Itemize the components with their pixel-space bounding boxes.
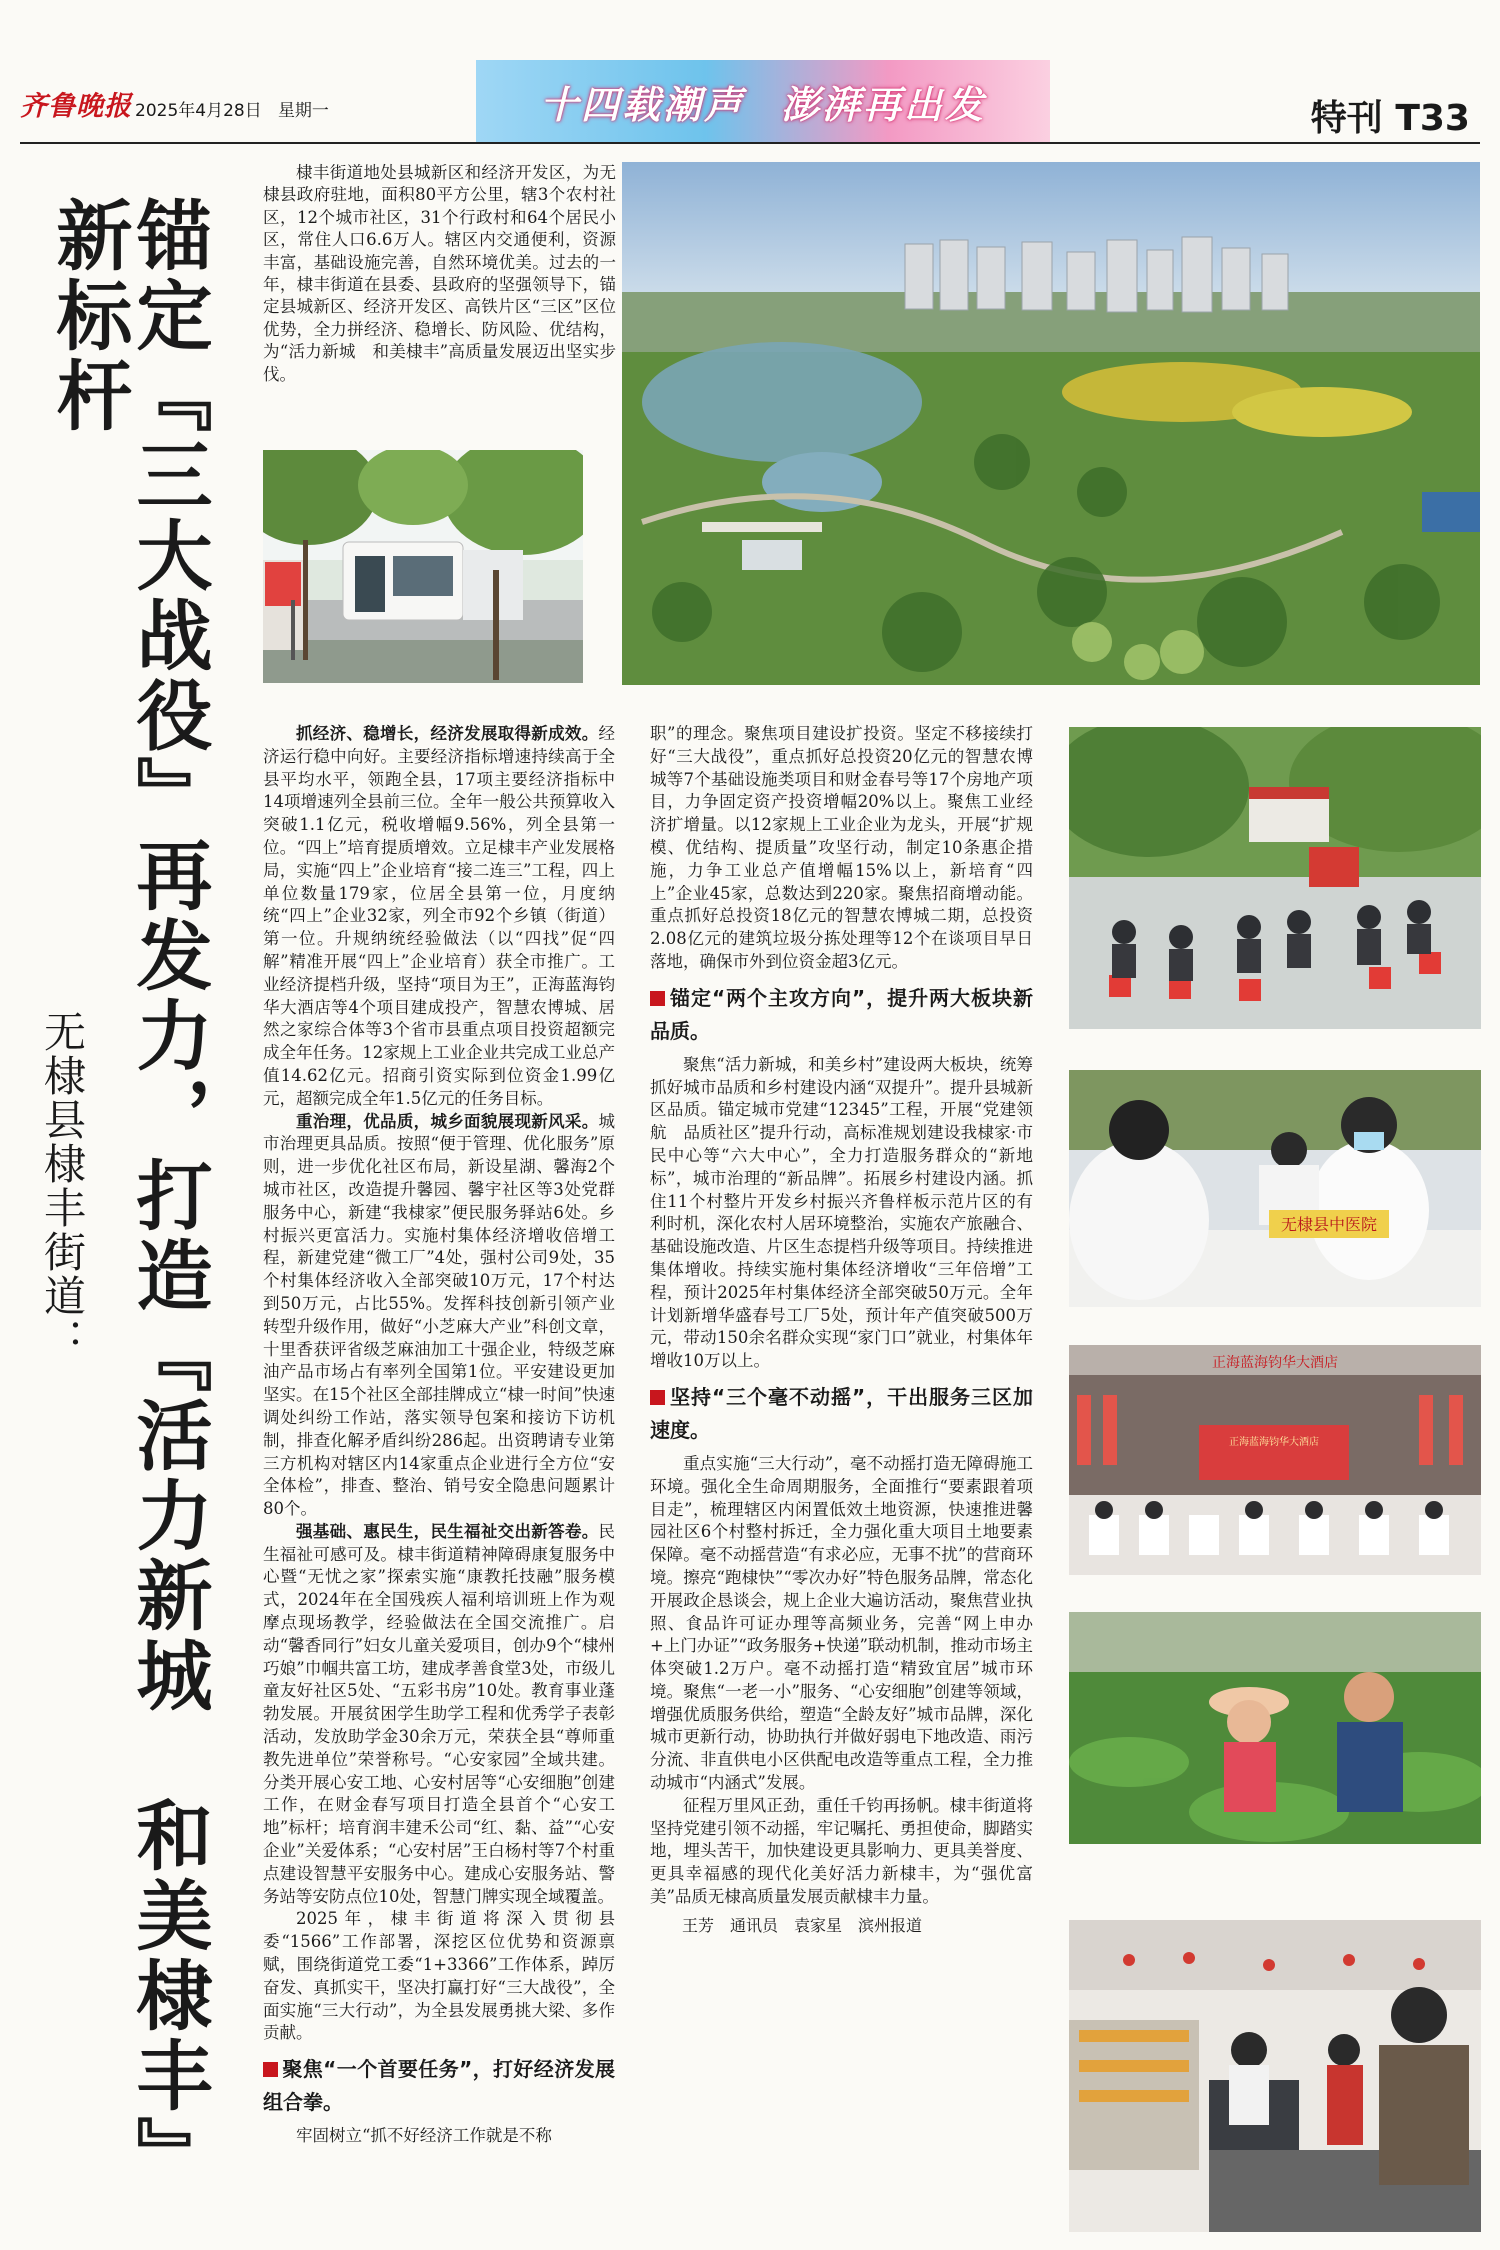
- paragraph-sec1-cont: 职”的理念。聚焦项目建设扩投资。坚定不移接续打好“三大战役”，重点抓好总投资20亿元的智慧农博城等7个基础设施类项目和财金春号等17个房地产项目，力争固定资产投资增幅20%以上。聚焦工业经济扩增量。以12家规上工业企业为龙头，开展“扩规模、优结构、提质量”攻坚行动，制定10条惠企措施，力争工业总产值增幅15%以上，新培育“四上”企业45家，总数达到220家。聚焦招商增动能。重点抓好总投资18亿元的智慧农博城二期，总投资2.08亿元的建筑垃圾分拣处理等12个在谈项目早日落地，确保市外到位资金超3亿元。: [650, 724, 1033, 971]
- page-label: 特刊 T33: [1310, 98, 1470, 139]
- meeting-photo: [1069, 727, 1481, 1029]
- article-column-2: [650, 723, 1033, 1938]
- text-governance: 城市治理更具品质。按照“便于管理、优化服务”原则，进一步优化社区布局，新设星湖、馨海2个城市社区，改造提升馨园、馨宇社区等3处党群服务中心，新建“我棣家”便民服务驿站6处。乡村振兴更富活力。实施村集体经济增收倍增工程，新建党建“微工厂”4处，强村公司9处，35个村集体经济收入全部突破10万元，17个村达到50万元，占比55%。发挥科技创新引领产业转型升级作用，做好“小芝麻大产业”科创文章，十里香获评省级芝麻油加工十强企业，特级芝麻油产品市场占有率列全国第1位。平安建设更加坚实。在15个社区全部挂牌成立“棣一时间”快速调处纠纷工作站，落实领导包案和接访下访机制，排查化解矛盾纠纷286起。出资聘请专业第三方机构对辖区内14家重点企业进行全方位“安全体检”，排查、整治、销号安全隐患问题累计80个。: [263, 1111, 615, 1519]
- aerial-park-photo: [622, 162, 1480, 685]
- supermarket-photo: [1069, 1920, 1481, 2232]
- paragraph-sec2: 聚焦“活力新城，和美乡村”建设两大板块，统筹抓好城市品质和乡村建设内涵“双提升”。提升县城新区品质。锚定城市党建“12345”工程，开展“党建领航 品质社区”提升行动，高标准规划建设我棣家·市民中心等“六大中心”，全力打造服务群众的“新地标”，城市治理的“新品牌”。拓展乡村建设内涵。抓住11个村整片开发乡村振兴齐鲁样板示范片区的有利时机，深化农村人居环境整治，实施农产旅融合、基础设施改造、片区生态提档升级等项目。持续推进集体增收。持续实施村集体经济增收“三年倍增”工程，预计2025年村集体经济全部突破50万元。全年计划新增华盛春号工厂5处，预计年产值突破500万元，带动150余名群众实现“家门口”就业，村集体年增收10万以上。: [650, 1054, 1033, 1371]
- service-station-photo: [263, 450, 583, 683]
- lead-livelihood: 强基础、惠民生，民生福祉交出新答卷。: [296, 1521, 599, 1541]
- text-livelihood: 民生福祉可感可及。棣丰街道精神障碍康复服务中心暨“无忧之家”探索实施“康教托技融”服务模式，2024年在全国残疾人福利培训班上作为观摩点现场教学，经验做法在全国交流推广。启动“馨香同行”妇女儿童关爱项目，创办9个“棣州巧娘”巾帼共富工坊，建成孝善食堂3处，市级儿童友好社区5处、“五彩书房”10处。教育事业蓬勃发展。开展贫困学生助学工程和优秀学子表彰活动，发放助学金30余万元，荣获全县“尊师重教先进单位”荣誉称号。“心安家园”全域共建。分类开展心安工地、心安村居等“心安细胞”创建工作，在财金春写项目打造全县首个“心安工地”标杆；培育润丰建禾公司“红、黏、益”“心安企业”关爱体系；“心安村居”王白杨村等7个村重点建设智慧平安服务中心。建成心安服务站、警务站等安防点位10处，智慧门牌实现全域覆盖。: [263, 1521, 615, 1906]
- banner-right-text: 澎湃再出发: [781, 81, 987, 127]
- intro-paragraph: 棣丰街道地处县城新区和经济开发区，为无棣县政府驻地，面积80平方公里，辖3个农村社区，12个城市社区，31个行政村和64个居民小区，常住人口6.6万人。辖区内交通便利，资源丰富，基础设施完善，自然环境优美。过去的一年，棣丰街道在县委、县政府的坚强领导下，锚定县城新区、经济开发区、高铁片区“三区”区位优势，全力拼经济、稳增长、防风险、优结构，为“活力新城 和美棣丰”高质量发展迈出坚实步伐。: [263, 163, 616, 384]
- paragraph-sec3: 重点实施“三大行动”，毫不动摇打造无障碍施工环境。强化全生命周期服务，全面推行“要素跟着项目走”，梳理辖区内闲置低效土地资源，快速推进馨园社区6个村整村拆迁，全力强化重大项目土地要素保障。毫不动摇营造“有求必应，无事不扰”的营商环境。擦亮“跑棣快”“零次办好”特色服务品牌，常态化开展政企恳谈会，规上企业大遍访活动，聚焦营业执照、食品许可证办理等高频业务，完善“网上申办+上门办证”“政务服务+快递”联动机制，推动市场主体突破1.2万户。毫不动摇打造“精致宜居”城市环境。聚焦“一老一小”服务、“心安细胞”创建等领域，增强优质服务供给，塑造“全龄友好”城市品牌，深化城市更新行动，协助执行并做好弱电下地改造、雨污分流、非直供电小区供配电改造等重点工程，全力推动城市“内涵式”发展。: [650, 1453, 1033, 1793]
- svg-text:无棣县中医院: 无棣县中医院: [1280, 1215, 1378, 1234]
- weekday-text: 星期一: [277, 101, 329, 121]
- byline: 王芳 通讯员 袁家星 滨州报道: [682, 1915, 923, 1935]
- issue-date: [135, 96, 329, 121]
- red-square-icon: [263, 2062, 278, 2077]
- anniversary-banner: [476, 60, 1050, 142]
- lead-economy: 抓经济、稳增长，经济发展取得新成效。: [296, 724, 599, 743]
- article-column-1: [263, 723, 615, 2148]
- paragraph-closing: 征程万里风正劲，重任千钧再扬帆。棣丰街道将坚持党建引领不动摇，牢记嘱托、勇担使命，脚踏实地，埋头苦干，加快建设更具影响力、更具美誉度、更具幸福感的现代化美好活力新棣丰，为“强优富美”品质无棣高质量发展贡献棣丰力量。: [650, 1795, 1033, 1907]
- paragraph-economy: [263, 723, 615, 1111]
- newspaper-masthead: 齐鲁晚报: [20, 91, 132, 122]
- svg-text:正海蓝海钧华大酒店: 正海蓝海钧华大酒店: [1229, 1437, 1319, 1448]
- hotel-ceremony-photo: [1069, 1345, 1481, 1575]
- section-heading-3-text: 坚持“三个毫不动摇”，干出服务三区加速度。: [650, 1384, 1033, 1442]
- text-economy: 经济运行稳中向好。主要经济指标增速持续高于全县平均水平，领跑全县，17项主要经济指标中14项增速列全县前三位。全年一般公共预算收入突破1.1亿元，税收增幅9.56%，列全县第一位。“四上”培育提质增效。立足棣丰产业发展格局，实施“四上”企业培育“接二连三”工程，四上单位数量179家，位居全县第一位，月度纳统“四上”企业32家，列全市92个乡镇（街道）第一位。升规纳统经验做法（以“四找”促“四解”精准开展“四上”企业培育）获全市推广。工业经济提档升级，坚持“项目为王”，正海蓝海钧华大酒店等4个项目建成投产，智慧农博城、居然之家综合体等3个省市县重点项目投资超额完成全年任务。12家规上工业企业共完成工业总产值14.62亿元。招商引资实际到位资金1.99亿元，超额完成全年1.5亿元的任务目标。: [263, 724, 615, 1108]
- header-divider: [20, 142, 1480, 144]
- section-heading-1: [263, 2053, 615, 2119]
- paragraph-livelihood: [263, 1521, 615, 1909]
- section-heading-2: [650, 982, 1033, 1048]
- lead-governance: 重治理，优品质，城乡面貌展现新风采。: [296, 1111, 599, 1131]
- sub-headline: 无棣县棣丰街道：: [38, 1010, 87, 1362]
- clinic-photo: [1069, 1070, 1481, 1307]
- date-text: 2025年4月28日: [135, 101, 262, 121]
- red-square-icon: [650, 991, 665, 1006]
- paragraph-2025-plan: 2025年，棣丰街道将深入贯彻县委“1566”工作部署，深挖区位优势和资源禀赋，围绕街道党工委“1+3366”工作体系，踔厉奋发、真抓实干，坚决打赢打好“三大战役”，全面实施“三大行动”，为全县发展勇挑大梁、多作贡献。: [263, 1909, 615, 2043]
- field-visit-photo: [1069, 1612, 1481, 1844]
- section-heading-1-text: 聚焦“一个首要任务”，打好经济发展组合拳。: [263, 2057, 615, 2115]
- paragraph-governance: [263, 1111, 615, 1521]
- main-headline: 锚定『三大战役』再发力，打造『活力新城 和美棣丰』新标杆: [44, 196, 213, 2196]
- red-square-icon: [650, 1390, 665, 1405]
- section-heading-3: [650, 1381, 1033, 1447]
- banner-left-text: 十四载潮声: [539, 81, 745, 127]
- section-heading-2-text: 锚定“两个主攻方向”，提升两大板块新品质。: [650, 985, 1033, 1043]
- paragraph-sec1-start: 牢固树立“抓不好经济工作就是不称: [296, 2126, 552, 2146]
- svg-text:正海蓝海钧华大酒店: 正海蓝海钧华大酒店: [1212, 1355, 1338, 1371]
